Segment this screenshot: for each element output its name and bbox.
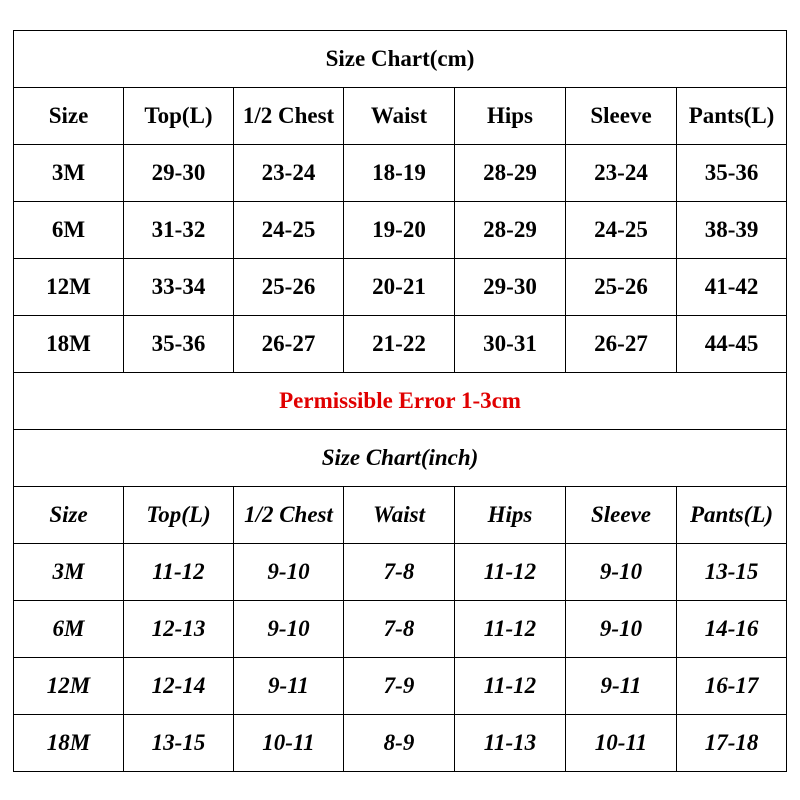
inch-cell-waist: 7-8 [344, 544, 455, 601]
inch-title-row [14, 430, 787, 487]
inch-header-top-length: Top(L) [124, 487, 234, 544]
inch-cell-sleeve: 9-11 [566, 658, 677, 715]
inch-cell-half-chest: 9-10 [234, 601, 344, 658]
inch-cell-hips: 11-12 [455, 601, 566, 658]
inch-cell-hips: 11-12 [455, 544, 566, 601]
cm-chart-title: Size Chart(cm) [14, 31, 787, 88]
error-note-row [14, 373, 787, 430]
cm-cell-sleeve: 23-24 [566, 145, 677, 202]
cm-header-row [14, 88, 787, 145]
cm-cell-pants-length: 44-45 [677, 316, 787, 373]
cm-cell-hips: 28-29 [455, 145, 566, 202]
inch-cell-size: 12M [14, 658, 124, 715]
inch-cell-hips: 11-12 [455, 658, 566, 715]
cm-header-top-length: Top(L) [124, 88, 234, 145]
cm-cell-hips: 30-31 [455, 316, 566, 373]
cm-cell-half-chest: 23-24 [234, 145, 344, 202]
cm-cell-half-chest: 26-27 [234, 316, 344, 373]
inch-cell-pants-length: 14-16 [677, 601, 787, 658]
cm-header-hips: Hips [455, 88, 566, 145]
inch-cell-waist: 8-9 [344, 715, 455, 772]
cm-cell-waist: 20-21 [344, 259, 455, 316]
inch-cell-waist: 7-9 [344, 658, 455, 715]
size-chart-table [13, 30, 787, 772]
inch-cell-top-length: 13-15 [124, 715, 234, 772]
inch-header-size: Size [14, 487, 124, 544]
cm-cell-size: 12M [14, 259, 124, 316]
cm-cell-size: 18M [14, 316, 124, 373]
inch-cell-top-length: 11-12 [124, 544, 234, 601]
inch-header-pants-length: Pants(L) [677, 487, 787, 544]
cm-cell-top-length: 31-32 [124, 202, 234, 259]
cm-cell-pants-length: 38-39 [677, 202, 787, 259]
cm-cell-top-length: 29-30 [124, 145, 234, 202]
inch-header-row [14, 487, 787, 544]
inch-cell-top-length: 12-14 [124, 658, 234, 715]
cm-cell-half-chest: 24-25 [234, 202, 344, 259]
inch-cell-half-chest: 10-11 [234, 715, 344, 772]
cm-cell-top-length: 33-34 [124, 259, 234, 316]
cm-cell-hips: 29-30 [455, 259, 566, 316]
inch-cell-pants-length: 13-15 [677, 544, 787, 601]
cm-cell-sleeve: 26-27 [566, 316, 677, 373]
cm-header-sleeve: Sleeve [566, 88, 677, 145]
cm-cell-size: 3M [14, 145, 124, 202]
cm-table-row [14, 145, 787, 202]
size-chart-body [14, 31, 787, 772]
inch-cell-sleeve: 9-10 [566, 544, 677, 601]
permissible-error-note: Permissible Error 1-3cm [14, 373, 787, 430]
cm-cell-hips: 28-29 [455, 202, 566, 259]
inch-cell-size: 6M [14, 601, 124, 658]
inch-cell-size: 18M [14, 715, 124, 772]
cm-cell-waist: 21-22 [344, 316, 455, 373]
cm-cell-waist: 18-19 [344, 145, 455, 202]
inch-cell-half-chest: 9-11 [234, 658, 344, 715]
inch-cell-top-length: 12-13 [124, 601, 234, 658]
cm-header-size: Size [14, 88, 124, 145]
cm-title-row [14, 31, 787, 88]
cm-cell-half-chest: 25-26 [234, 259, 344, 316]
inch-cell-pants-length: 16-17 [677, 658, 787, 715]
cm-table-row [14, 316, 787, 373]
inch-table-row [14, 658, 787, 715]
cm-cell-pants-length: 35-36 [677, 145, 787, 202]
inch-header-waist: Waist [344, 487, 455, 544]
inch-cell-hips: 11-13 [455, 715, 566, 772]
inch-cell-waist: 7-8 [344, 601, 455, 658]
inch-table-row [14, 715, 787, 772]
cm-cell-sleeve: 25-26 [566, 259, 677, 316]
cm-cell-size: 6M [14, 202, 124, 259]
inch-header-sleeve: Sleeve [566, 487, 677, 544]
inch-table-row [14, 601, 787, 658]
inch-cell-sleeve: 9-10 [566, 601, 677, 658]
inch-cell-sleeve: 10-11 [566, 715, 677, 772]
inch-header-hips: Hips [455, 487, 566, 544]
cm-cell-sleeve: 24-25 [566, 202, 677, 259]
inch-cell-half-chest: 9-10 [234, 544, 344, 601]
cm-cell-top-length: 35-36 [124, 316, 234, 373]
inch-table-row [14, 544, 787, 601]
inch-header-half-chest: 1/2 Chest [234, 487, 344, 544]
inch-chart-title: Size Chart(inch) [14, 430, 787, 487]
cm-table-row [14, 202, 787, 259]
inch-cell-pants-length: 17-18 [677, 715, 787, 772]
cm-cell-pants-length: 41-42 [677, 259, 787, 316]
inch-cell-size: 3M [14, 544, 124, 601]
cm-cell-waist: 19-20 [344, 202, 455, 259]
cm-header-half-chest: 1/2 Chest [234, 88, 344, 145]
cm-header-pants-length: Pants(L) [677, 88, 787, 145]
cm-header-waist: Waist [344, 88, 455, 145]
cm-table-row [14, 259, 787, 316]
